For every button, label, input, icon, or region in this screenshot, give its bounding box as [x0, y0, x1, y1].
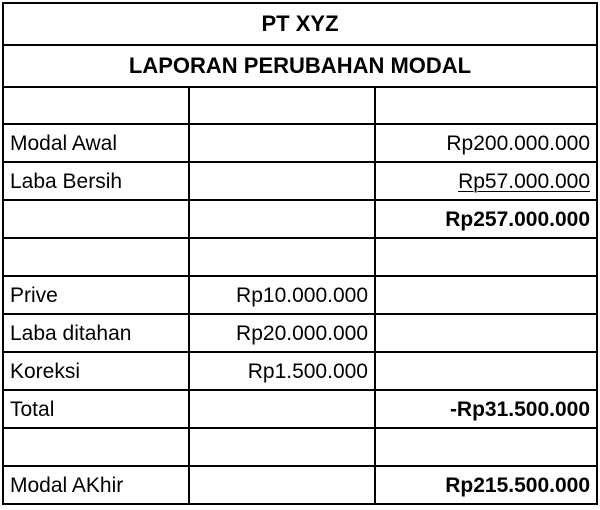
- row-mid-value: Rp10.000.000: [189, 276, 375, 314]
- table-row: [3, 352, 597, 390]
- row-mid-value: [189, 87, 375, 124]
- table-row: [3, 124, 597, 162]
- row-right-value: [375, 428, 597, 466]
- row-mid-value: [189, 390, 375, 428]
- row-label: [3, 200, 189, 238]
- row-right-value: [375, 276, 597, 314]
- row-mid-value: [189, 124, 375, 162]
- row-right-value: [375, 87, 597, 124]
- row-mid-value: [189, 200, 375, 238]
- table-row: [3, 276, 597, 314]
- row-label: [3, 87, 189, 124]
- company-title: PT XYZ: [3, 3, 597, 45]
- table-row: [3, 390, 597, 428]
- row-label: Modal AKhir: [3, 466, 189, 504]
- row-mid-value: Rp20.000.000: [189, 314, 375, 352]
- row-mid-value: Rp1.500.000: [189, 352, 375, 390]
- table-row: [3, 428, 597, 466]
- row-label: Koreksi: [3, 352, 189, 390]
- total-deduction-value: -Rp31.500.000: [375, 390, 597, 428]
- table-row: [3, 314, 597, 352]
- row-label: Laba Bersih: [3, 162, 189, 200]
- row-mid-value: [189, 428, 375, 466]
- row-right-value: [375, 314, 597, 352]
- table-row: [3, 466, 597, 504]
- row-mid-value: [189, 466, 375, 504]
- row-label: Total: [3, 390, 189, 428]
- row-label: Modal Awal: [3, 124, 189, 162]
- row-right-value: [375, 238, 597, 276]
- company-title-row: [3, 3, 597, 45]
- row-label: [3, 428, 189, 466]
- row-label: [3, 238, 189, 276]
- row-right-value: Rp57.000.000: [375, 162, 597, 200]
- table-row: [3, 200, 597, 238]
- row-label: Laba ditahan: [3, 314, 189, 352]
- row-mid-value: [189, 238, 375, 276]
- row-right-value: [375, 352, 597, 390]
- table-row: [3, 238, 597, 276]
- row-right-value: Rp200.000.000: [375, 124, 597, 162]
- capital-change-statement-table: [2, 2, 598, 505]
- table-row: [3, 162, 597, 200]
- ending-capital-value: Rp215.500.000: [375, 466, 597, 504]
- row-mid-value: [189, 162, 375, 200]
- table-row: [3, 87, 597, 124]
- subtotal-value: Rp257.000.000: [375, 200, 597, 238]
- row-label: Prive: [3, 276, 189, 314]
- report-title-row: [3, 45, 597, 87]
- report-title: LAPORAN PERUBAHAN MODAL: [3, 45, 597, 87]
